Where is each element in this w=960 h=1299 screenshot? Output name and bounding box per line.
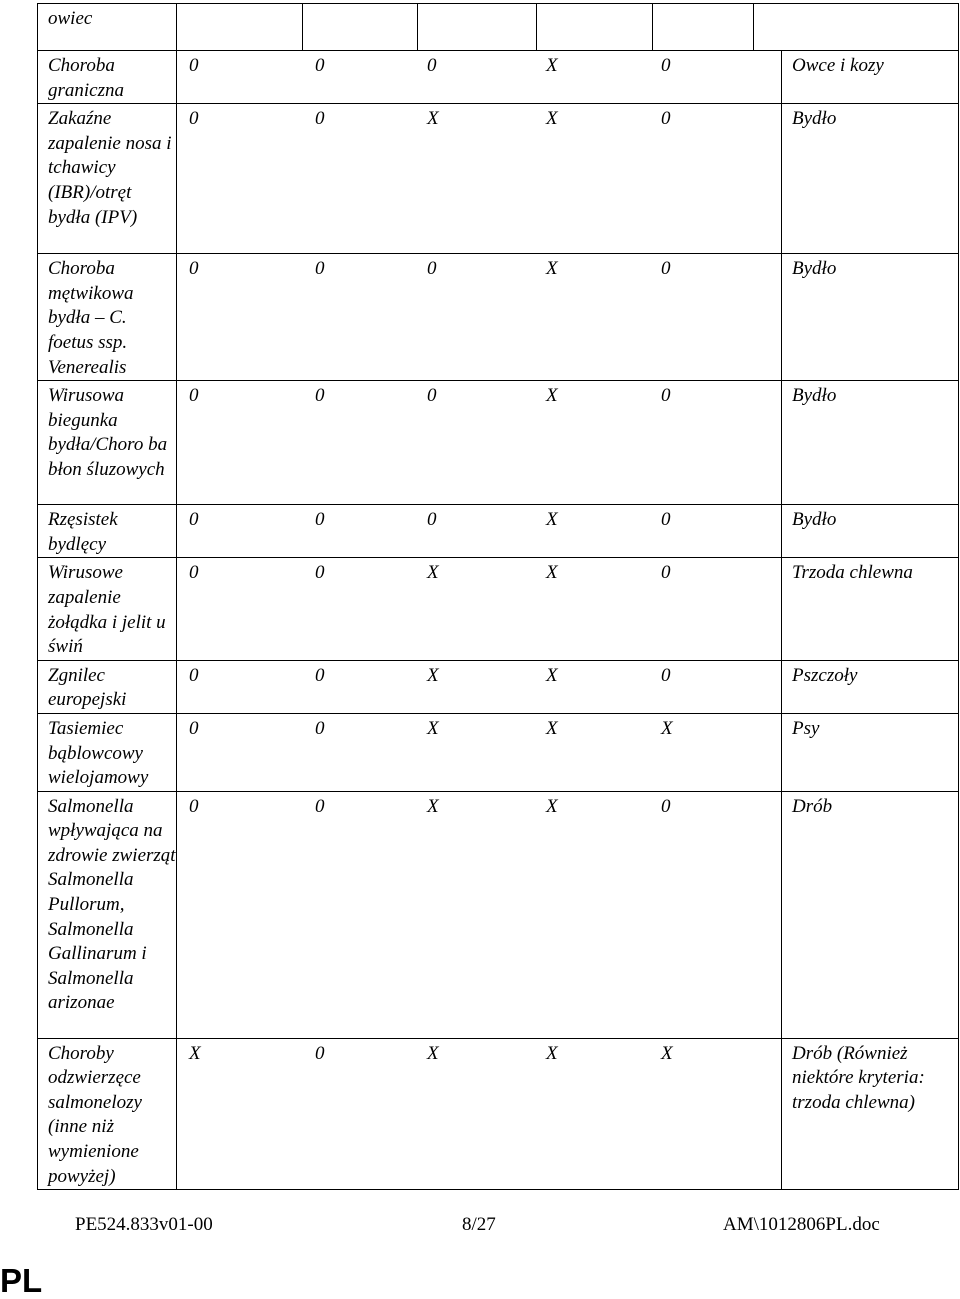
page-footer (0, 1214, 960, 1244)
status-values (177, 558, 782, 660)
status-value: X (427, 1042, 439, 1064)
species: Drób (Również niektóre kryteria: trzoda chlewna) (782, 1038, 959, 1190)
species: Bydło (782, 381, 959, 505)
status-value: 0 (315, 108, 325, 130)
table-row (38, 791, 959, 1038)
status-value: 0 (427, 258, 437, 280)
status-value: 0 (661, 795, 671, 817)
table-row (38, 558, 959, 660)
status-value: X (427, 562, 439, 584)
status-values (177, 505, 782, 558)
status-values (177, 254, 782, 381)
disease-table (37, 3, 959, 51)
top-row-label: owiec (38, 4, 177, 51)
status-value: 0 (315, 562, 325, 584)
page-number: 8/27 (462, 1214, 496, 1235)
file-name: AM\1012806PL.doc (723, 1214, 880, 1235)
status-values (177, 791, 782, 1038)
status-value: 0 (661, 55, 671, 76)
status-value: X (427, 717, 439, 739)
status-value: 0 (189, 108, 199, 130)
status-value: X (661, 1042, 673, 1064)
table-row (38, 713, 959, 791)
language-code: PL (0, 1262, 43, 1299)
status-value: 0 (661, 108, 671, 130)
table-row (38, 1038, 959, 1190)
status-value: X (427, 664, 439, 686)
disease-table-body (37, 50, 959, 1190)
status-value: 0 (661, 664, 671, 686)
status-values (177, 381, 782, 505)
status-values (177, 51, 782, 104)
status-value: X (546, 1042, 558, 1064)
table-row-header (38, 4, 959, 51)
status-value: 0 (189, 664, 199, 686)
status-value: 0 (189, 385, 199, 407)
status-value: 0 (189, 562, 199, 584)
disease-name: Choroba graniczna (38, 51, 177, 104)
status-value: X (189, 1042, 201, 1064)
table-row (38, 505, 959, 558)
status-values (177, 660, 782, 713)
status-values (177, 713, 782, 791)
status-values (177, 104, 782, 254)
status-value: 0 (315, 258, 325, 280)
status-value: 0 (315, 717, 325, 739)
status-values (177, 1038, 782, 1190)
status-value: 0 (315, 509, 325, 531)
species: Bydło (782, 254, 959, 381)
status-value: X (546, 509, 558, 531)
status-value: 0 (661, 385, 671, 407)
status-value: 0 (189, 55, 199, 76)
status-value: X (546, 717, 558, 739)
status-value: 0 (189, 717, 199, 739)
status-value: 0 (315, 795, 325, 817)
species: Trzoda chlewna (782, 558, 959, 660)
status-value: 0 (427, 509, 437, 531)
status-value: 0 (427, 385, 437, 407)
status-value: 0 (661, 258, 671, 280)
status-value: 0 (315, 385, 325, 407)
status-value: 0 (315, 55, 325, 76)
status-value: 0 (427, 55, 437, 76)
status-value: X (546, 108, 558, 130)
status-value: X (546, 664, 558, 686)
status-value: 0 (189, 258, 199, 280)
status-value: 0 (189, 509, 199, 531)
status-value: 0 (315, 1042, 325, 1064)
disease-name: Tasiemiec bąblowcowy wielojamowy (38, 713, 177, 791)
status-value: X (661, 717, 673, 739)
status-value: 0 (189, 795, 199, 817)
status-value: 0 (661, 562, 671, 584)
status-value: X (546, 385, 558, 407)
status-value: X (546, 258, 558, 280)
disease-name: Choroba mętwikowa bydła – C. foetus ssp. Venerealis (38, 254, 177, 381)
species: Psy (782, 713, 959, 791)
species: Owce i kozy (782, 51, 959, 104)
table-row (38, 104, 959, 254)
table-row (38, 381, 959, 505)
species: Drób (782, 791, 959, 1038)
disease-name: Rzęsistek bydlęcy (38, 505, 177, 558)
disease-name: Salmonella wpływająca na zdrowie zwierząt Salmonella Pullorum, Salmonella Gallinarum i Salmonella arizonae (38, 791, 177, 1038)
disease-name: Wirusowe zapalenie żołądka i jelit u świń (38, 558, 177, 660)
species: Bydło (782, 104, 959, 254)
status-value: X (546, 55, 558, 76)
disease-name: Choroby odzwierzęce salmonelozy (inne niż wymienione powyżej) (38, 1038, 177, 1190)
doc-reference: PE524.833v01-00 (75, 1214, 213, 1235)
disease-name: Zgnilec europejski (38, 660, 177, 713)
disease-name: Wirusowa biegunka bydła/Choro ba błon śluzowych (38, 381, 177, 505)
disease-name: Zakaźne zapalenie nosa i tchawicy (IBR)/otręt bydła (IPV) (38, 104, 177, 254)
species: Bydło (782, 505, 959, 558)
status-value: X (546, 562, 558, 584)
species: Pszczoły (782, 660, 959, 713)
table-row (38, 254, 959, 381)
status-value: 0 (661, 509, 671, 531)
table-row (38, 51, 959, 104)
status-value: X (427, 108, 439, 130)
status-value: X (427, 795, 439, 817)
status-value: 0 (315, 664, 325, 686)
table-row (38, 660, 959, 713)
status-value: X (546, 795, 558, 817)
